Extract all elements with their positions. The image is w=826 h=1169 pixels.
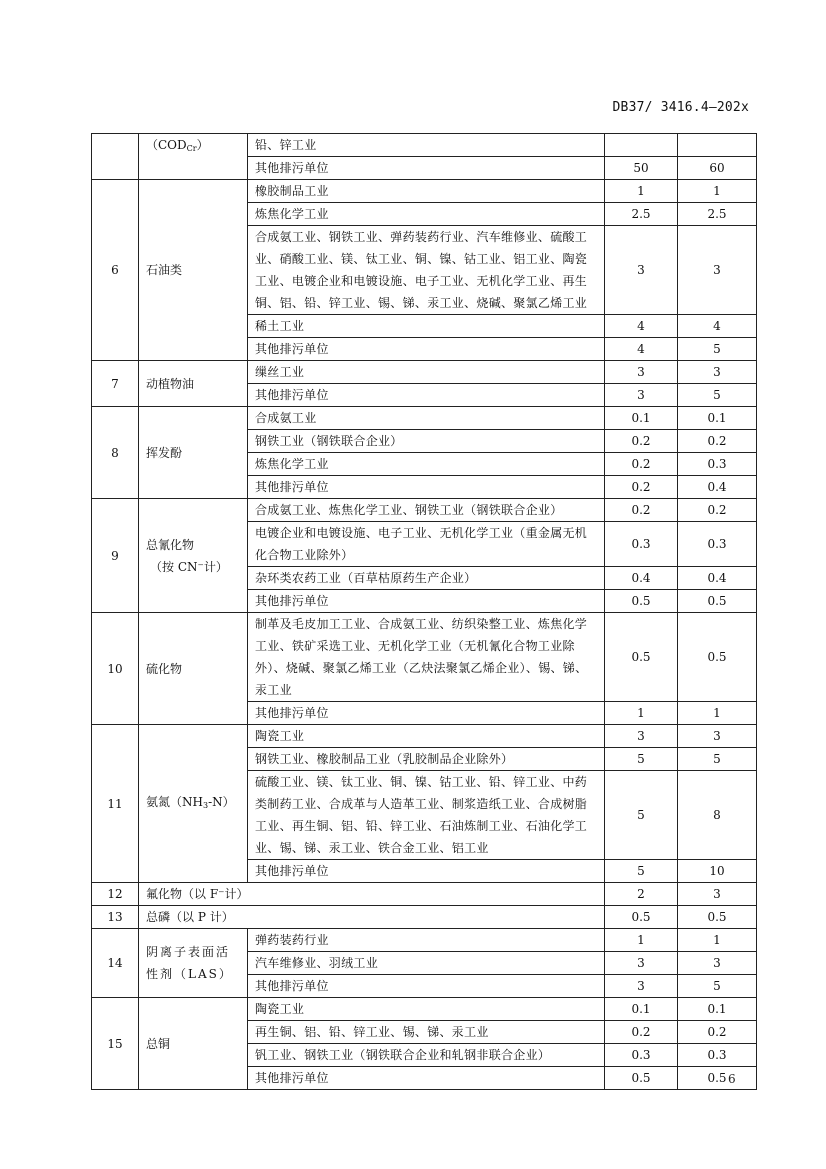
limit-value-2: 0.3 [678, 1044, 757, 1067]
limit-value-1: 0.1 [605, 998, 678, 1021]
page-number: 6 [728, 1072, 736, 1086]
row-number: 13 [92, 906, 139, 929]
limit-value-2: 0.5 [678, 1067, 757, 1090]
industry-cell: 其他排污单位 [248, 157, 605, 180]
industry-cell: 钢铁工业（钢铁联合企业） [248, 430, 605, 453]
industry-cell: 其他排污单位 [248, 1067, 605, 1090]
industry-cell: 橡胶制品工业 [248, 180, 605, 203]
limit-value-2: 0.5 [678, 613, 757, 702]
row-number: 10 [92, 613, 139, 725]
industry-cell: 钢铁工业、橡胶制品工业（乳胶制品企业除外） [248, 748, 605, 771]
limit-value-2: 0.5 [678, 590, 757, 613]
industry-cell: 其他排污单位 [248, 702, 605, 725]
limit-value-2: 3 [678, 361, 757, 384]
table-row [92, 361, 757, 384]
limit-value-2: 0.2 [678, 430, 757, 453]
industry-cell: 钒工业、钢铁工业（钢铁联合企业和轧钢非联合企业） [248, 1044, 605, 1067]
limit-value-2: 0.4 [678, 567, 757, 590]
limit-value-1: 5 [605, 860, 678, 883]
limit-value-1: 3 [605, 226, 678, 315]
pollutant-item: 挥发酚 [139, 407, 248, 499]
subscript: 3 [202, 800, 209, 810]
limit-value-2: 0.1 [678, 407, 757, 430]
limit-value-2: 3 [678, 725, 757, 748]
limit-value-1: 3 [605, 725, 678, 748]
limit-value-2: 3 [678, 883, 757, 906]
pollutant-item [139, 499, 248, 613]
pollutant-name: 总氰化物 [146, 537, 195, 552]
row-number [92, 134, 139, 180]
table-row [92, 998, 757, 1021]
pollutant-item: 总磷（以 P 计） [139, 906, 605, 929]
table-row [92, 906, 757, 929]
limit-value-1: 1 [605, 929, 678, 952]
limit-value-1: 0.5 [605, 906, 678, 929]
pollutant-item [139, 134, 248, 180]
row-number: 12 [92, 883, 139, 906]
limit-value-1: 3 [605, 361, 678, 384]
limit-value-1: 1 [605, 180, 678, 203]
limit-value-1: 0.2 [605, 476, 678, 499]
row-number: 6 [92, 180, 139, 361]
limit-value-2: 3 [678, 226, 757, 315]
pollutant-name: （COD [146, 138, 187, 152]
industry-cell: 再生铜、铝、铅、锌工业、锡、锑、汞工业 [248, 1021, 605, 1044]
limit-value-1: 0.3 [605, 1044, 678, 1067]
limit-value-1: 0.5 [605, 590, 678, 613]
limit-value-2: 1 [678, 180, 757, 203]
industry-cell: 炼焦化学工业 [248, 203, 605, 226]
industry-cell: 其他排污单位 [248, 384, 605, 407]
limit-value-2: 3 [678, 952, 757, 975]
industry-cell: 合成氨工业、炼焦化学工业、钢铁工业（钢铁联合企业） [248, 499, 605, 522]
industry-cell: 杂环类农药工业（百草枯原药生产企业） [248, 567, 605, 590]
pollutant-name-tail: -N） [208, 794, 235, 809]
industry-cell: 陶瓷工业 [248, 725, 605, 748]
pollutant-item: 氟化物（以 F⁻计） [139, 883, 605, 906]
pollutant-item: 硫化物 [139, 613, 248, 725]
limit-value-1: 3 [605, 952, 678, 975]
table-row [92, 929, 757, 952]
limit-value-2: 10 [678, 860, 757, 883]
limit-value-1 [605, 134, 678, 157]
pollutant-item: 石油类 [139, 180, 248, 361]
limit-value-2: 0.3 [678, 453, 757, 476]
limit-value-1: 0.2 [605, 1021, 678, 1044]
limit-value-1: 2.5 [605, 203, 678, 226]
limit-value-2: 0.2 [678, 1021, 757, 1044]
row-number: 9 [92, 499, 139, 613]
limit-value-2: 1 [678, 702, 757, 725]
limit-value-2: 2.5 [678, 203, 757, 226]
industry-cell: 硫酸工业、镁、钛工业、铜、镍、钴工业、铅、锌工业、中药类制药工业、合成革与人造革工业、制浆造纸工业、合成树脂工业、再生铜、铝、铅、锌工业、石油炼制工业、石油化学工业、锡、锑、汞工业、铁合金工业、铝工业 [248, 771, 605, 860]
table-row [92, 613, 757, 702]
limit-value-1: 5 [605, 748, 678, 771]
industry-cell: 其他排污单位 [248, 476, 605, 499]
limit-value-1: 2 [605, 883, 678, 906]
table-row [92, 134, 757, 157]
industry-cell: 电镀企业和电镀设施、电子工业、无机化学工业（重金属无机化合物工业除外） [248, 522, 605, 567]
document-id: DB37/ 3416.4—202x [612, 100, 749, 115]
limit-value-1: 0.5 [605, 1067, 678, 1090]
limit-value-2: 8 [678, 771, 757, 860]
limit-value-1: 0.4 [605, 567, 678, 590]
table-row [92, 499, 757, 522]
limit-value-2: 0.3 [678, 522, 757, 567]
industry-cell: 弹药装药行业 [248, 929, 605, 952]
limit-value-2: 0.5 [678, 906, 757, 929]
limit-value-2: 5 [678, 748, 757, 771]
row-number: 14 [92, 929, 139, 998]
industry-cell: 合成氨工业、钢铁工业、弹药装药行业、汽车维修业、硫酸工业、硝酸工业、镁、钛工业、铜、镍、钴工业、铝工业、陶瓷工业、电镀企业和电镀设施、电子工业、无机化学工业、再生铜、铝、铅、锌工业、锡、锑、汞工业、烧碱、聚氯乙烯工业 [248, 226, 605, 315]
table-row [92, 407, 757, 430]
limit-value-2: 5 [678, 338, 757, 361]
row-number: 15 [92, 998, 139, 1090]
limit-value-2: 0.1 [678, 998, 757, 1021]
limit-value-2 [678, 134, 757, 157]
industry-cell: 其他排污单位 [248, 590, 605, 613]
limit-value-2: 5 [678, 384, 757, 407]
limit-value-1: 5 [605, 771, 678, 860]
limit-value-2: 0.2 [678, 499, 757, 522]
limit-value-1: 0.2 [605, 453, 678, 476]
row-number: 8 [92, 407, 139, 499]
industry-cell: 其他排污单位 [248, 338, 605, 361]
industry-cell: 其他排污单位 [248, 860, 605, 883]
limit-value-2: 4 [678, 315, 757, 338]
limit-value-1: 0.1 [605, 407, 678, 430]
industry-cell: 汽车维修业、羽绒工业 [248, 952, 605, 975]
limit-value-1: 3 [605, 975, 678, 998]
subscript: Cr [186, 144, 197, 153]
industry-cell: 陶瓷工业 [248, 998, 605, 1021]
limit-value-1: 0.5 [605, 613, 678, 702]
limit-value-2: 60 [678, 157, 757, 180]
limit-value-1: 0.3 [605, 522, 678, 567]
industry-cell: 合成氨工业 [248, 407, 605, 430]
industry-cell: 缫丝工业 [248, 361, 605, 384]
pollutant-item: 阴离子表面活性剂（LAS） [139, 929, 248, 998]
limit-value-2: 5 [678, 975, 757, 998]
table-row [92, 725, 757, 748]
row-number: 7 [92, 361, 139, 407]
limit-value-1: 1 [605, 702, 678, 725]
industry-cell: 制革及毛皮加工工业、合成氨工业、纺织染整工业、炼焦化学工业、铁矿采选工业、无机化学工业（无机氰化合物工业除外）、烧碱、聚氯乙烯工业（乙炔法聚氯乙烯企业）、锡、锑、汞工业 [248, 613, 605, 702]
industry-cell: 炼焦化学工业 [248, 453, 605, 476]
pollutant-name: 氨氮（NH [146, 794, 203, 809]
limit-value-1: 0.2 [605, 430, 678, 453]
pollutant-basis: （按 CN⁻计） [150, 559, 228, 574]
limit-value-1: 0.2 [605, 499, 678, 522]
limit-value-1: 50 [605, 157, 678, 180]
limit-value-2: 0.4 [678, 476, 757, 499]
pollutant-name-tail: ） [196, 138, 209, 152]
table-row [92, 180, 757, 203]
industry-cell: 其他排污单位 [248, 975, 605, 998]
pollutant-item: 动植物油 [139, 361, 248, 407]
pollutant-item [139, 725, 248, 883]
limit-value-1: 4 [605, 315, 678, 338]
pollutant-limits-table [91, 133, 757, 1090]
pollutant-item: 总铜 [139, 998, 248, 1090]
industry-cell: 铅、锌工业 [248, 134, 605, 157]
row-number: 11 [92, 725, 139, 883]
limit-value-1: 3 [605, 384, 678, 407]
limit-value-1: 4 [605, 338, 678, 361]
industry-cell: 稀土工业 [248, 315, 605, 338]
limit-value-2: 1 [678, 929, 757, 952]
table-row [92, 883, 757, 906]
